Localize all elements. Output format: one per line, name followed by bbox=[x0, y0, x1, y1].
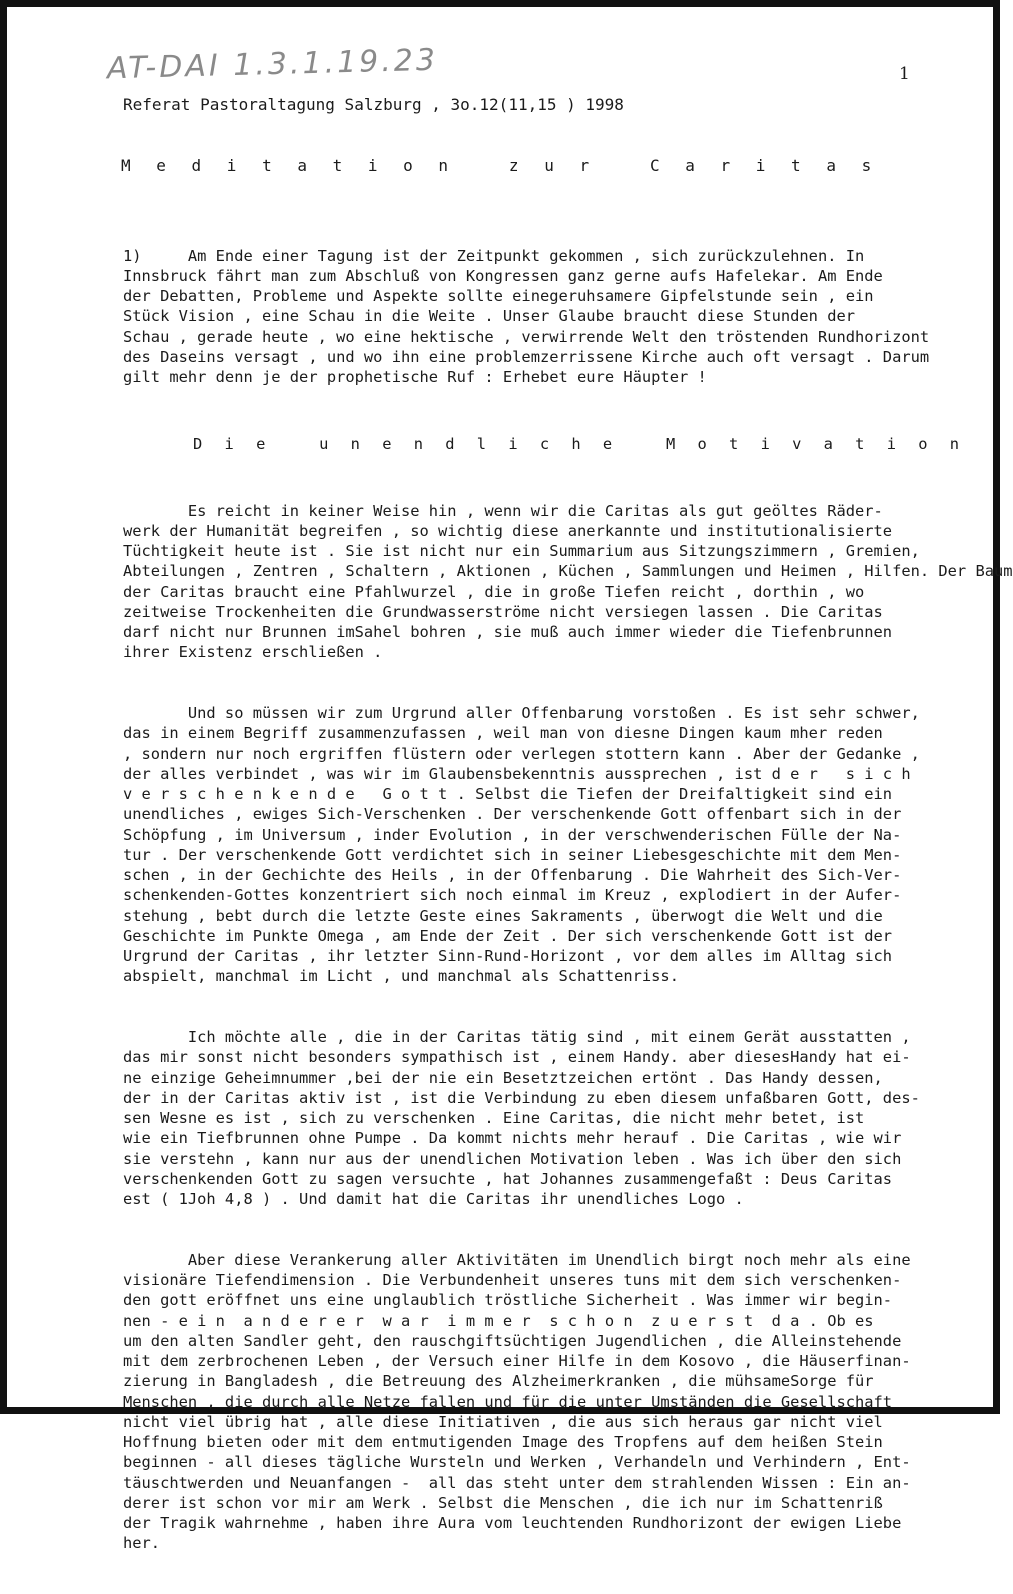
text-line: ihrer Existenz erschließen . bbox=[123, 643, 383, 662]
text-line: das in einem Begriff zusammenzufassen , weil man von diesne Dingen kaum mher reden bbox=[123, 724, 883, 743]
text-line: Tüchtigkeit heute ist . Sie ist nicht nur ein Summarium aus Sitzungszimmern , Gremien, bbox=[123, 542, 920, 560]
text-line: um den alten Sandler geht, den rauschgiftsüchtigen Jugendlichen , die Alleinstehende bbox=[123, 1331, 902, 1350]
text-line: der Debatten, Probleme und Aspekte sollte einegeruhsamere Gipfelstunde sein , ein bbox=[123, 287, 874, 305]
text-line: Urgrund der Caritas , ihr letzter Sinn-Rund-Horizont , vor dem alles im Alltag sich bbox=[123, 947, 893, 965]
text-line: täuschtwerden und Neuanfangen - all das steht unter dem strahlenden Wissen : Ein an- bbox=[123, 1473, 911, 1492]
text-line: der Tragik wahrnehme , haben ihre Aura vom leuchtenden Rundhorizont der ewigen Liebe bbox=[123, 1514, 902, 1532]
paragraph-5 bbox=[123, 1250, 983, 1554]
text-line: mit dem zerbrochenen Leben , der Versuch einer Hilfe in dem Kosovo , die Häuserfinan- bbox=[123, 1352, 911, 1370]
text-line: gilt mehr denn je der prophetische Ruf : Erhebet eure Häupter ! bbox=[123, 368, 707, 386]
page-number: 1 bbox=[899, 64, 910, 84]
text-line: der in der Caritas aktiv ist , ist die Verbindung zu eben diesem unfaßbaren Gott, des- bbox=[123, 1088, 920, 1107]
text-line: sie verstehn , kann nur aus der unendlichen Motivation leben . Was ich über den sich bbox=[123, 1149, 902, 1168]
text-line: den gott eröffnet uns eine unglaublich tröstliche Sicherheit . Was immer wir begin- bbox=[123, 1291, 893, 1310]
archive-reference-mark: AT-DAI 1.3.1.19.23 bbox=[106, 42, 439, 87]
text-line: der alles verbindet , was wir im Glaubensbekenntnis aussprechen , ist d e r s i c h bbox=[123, 764, 911, 783]
text-line: abspielt, manchmal im Licht , und manchmal als Schattenriss. bbox=[123, 967, 679, 986]
text-line: Ich möchte alle , die in der Caritas tätig sind , mit einem Gerät ausstatten , bbox=[123, 1028, 911, 1046]
paragraph-1 bbox=[123, 246, 983, 388]
section-heading: D i e u n e n d l i c h e M o t i v a t i o n bbox=[193, 434, 966, 453]
text-line: des Daseins versagt , und wo ihn eine problemzerrissene Kirche auch oft versagt . Darum bbox=[123, 347, 930, 366]
text-line: visionäre Tiefendimension . Die Verbundenheit unseres tuns mit dem sich verschenken- bbox=[123, 1271, 902, 1289]
text-line: 1) Am Ende einer Tagung ist der Zeitpunkt gekommen , sich zurückzulehnen. In bbox=[123, 246, 865, 265]
text-line: Stück Vision , eine Schau in die Weite . Unser Glaube braucht diese Stunden der bbox=[123, 307, 856, 326]
document-header: Referat Pastoraltagung Salzburg , 3o.12(11,15 ) 1998 bbox=[123, 95, 624, 114]
text-line: zierung in Bangladesh , die Betreuung des Alzheimerkranken , die mühsameSorge für bbox=[123, 1372, 874, 1391]
text-line: Schöpfung , im Universum , inder Evolution , in der verschwenderischen Fülle der Na- bbox=[123, 825, 902, 844]
text-line: tur . Der verschenkende Gott verdichtet sich in seiner Liebesgeschichte mit dem Men- bbox=[123, 845, 902, 864]
text-line: beginnen - all dieses tägliche Wursteln und Werken , Verhandeln und Verhindern , Ent- bbox=[123, 1453, 911, 1472]
text-line: v e r s c h e n k e n d e G o t t . Selbst die Tiefen der Dreifaltigkeit sind ein bbox=[123, 785, 893, 803]
text-line: Geschichte im Punkte Omega , am Ende der Zeit . Der sich verschenkende Gott ist der bbox=[123, 926, 893, 945]
text-line: unendliches , ewiges Sich-Verschenken . Der verschenkende Gott offenbart sich in der bbox=[123, 805, 902, 824]
text-line: Es reicht in keiner Weise hin , wenn wir die Caritas als gut geöltes Räder- bbox=[123, 501, 883, 520]
text-line: Und so müssen wir zum Urgrund aller Offenbarung vorstoßen . Es ist sehr schwer, bbox=[123, 704, 920, 722]
text-line: schen , in der Gechichte des Heils , in der Offenbarung . Die Wahrheit des Sich-Ver- bbox=[123, 866, 902, 884]
text-line: derer ist schon vor mir am Werk . Selbst die Menschen , die ich nur im Schattenriß bbox=[123, 1493, 883, 1512]
text-line: zeitweise Trockenheiten die Grundwasserströme nicht versiegen lassen . Die Caritas bbox=[123, 602, 883, 621]
document-body bbox=[123, 205, 1013, 1594]
text-line: nicht viel übrig hat , alle diese Initiativen , die aus sich heraus gar nicht viel bbox=[123, 1412, 883, 1431]
text-line: Innsbruck fährt man zum Abschluß von Kongressen ganz gerne aufs Hafelekar. Am Ende bbox=[123, 266, 883, 285]
page-title: M e d i t a t i o n z u r C a r i t a s bbox=[121, 156, 880, 175]
text-line: , sondern nur noch ergriffen flüstern oder verlegen stottern kann . Aber der Gedanke , bbox=[123, 744, 920, 763]
text-line: Hoffnung bieten oder mit dem entmutigenden Image des Tropfens auf dem heißen Stein bbox=[123, 1433, 883, 1451]
paragraph-4 bbox=[123, 1027, 983, 1209]
text-line: Menschen , die durch alle Netze fallen und für die unter Umständen die Gesellschaft bbox=[123, 1392, 893, 1411]
paragraph-2 bbox=[123, 501, 1013, 663]
text-line: Aber diese Verankerung aller Aktivitäten im Unendlich birgt noch mehr als eine bbox=[123, 1250, 911, 1269]
text-line: das mir sonst nicht besonders sympathisch ist , einem Handy. aber diesesHandy hat ei- bbox=[123, 1048, 911, 1067]
text-line: verschenkenden Gott zu sagen versuchte , hat Johannes zusammengefaßt : Deus Caritas bbox=[123, 1169, 893, 1188]
text-line: der Caritas braucht eine Pfahlwurzel , die in große Tiefen reicht , dorthin , wo bbox=[123, 582, 865, 601]
text-line: schenkenden-Gottes konzentriert sich noch einmal im Kreuz , explodiert in der Aufer- bbox=[123, 886, 902, 905]
text-line: nen - e i n a n d e r e r w a r i m m e r s c h o n z u e r s t d a . Ob es bbox=[123, 1311, 874, 1330]
text-line: ne einzige Geheimnummer ,bei der nie ein Besetztzeichen ertönt . Das Handy dessen, bbox=[123, 1068, 883, 1087]
text-line: darf nicht nur Brunnen imSahel bohren , sie muß auch immer wieder die Tiefenbrunnen bbox=[123, 623, 893, 641]
text-line: est ( 1Joh 4,8 ) . Und damit hat die Caritas ihr unendliches Logo . bbox=[123, 1190, 744, 1208]
text-line: her. bbox=[123, 1534, 161, 1553]
text-line: Schau , gerade heute , wo eine hektische , verwirrende Welt den tröstenden Rundhorizont bbox=[123, 327, 930, 346]
text-line: Abteilungen , Zentren , Schaltern , Aktionen , Küchen , Sammlungen und Heimen , Hilfen. Der Baum bbox=[123, 562, 1013, 581]
text-line: stehung , bebt durch die letzte Geste eines Sakraments , überwogt die Welt und die bbox=[123, 906, 883, 925]
text-line: werk der Humanität begreifen , so wichtig diese anerkannte und institutionalisierte bbox=[123, 521, 893, 540]
text-line: sen Wesne es ist , sich zu verschenken . Eine Caritas, die nicht mehr betet, ist bbox=[123, 1109, 865, 1127]
text-line: wie ein Tiefbrunnen ohne Pumpe . Da kommt nichts mehr herauf . Die Caritas , wie wir bbox=[123, 1129, 902, 1148]
paragraph-3 bbox=[123, 703, 983, 987]
